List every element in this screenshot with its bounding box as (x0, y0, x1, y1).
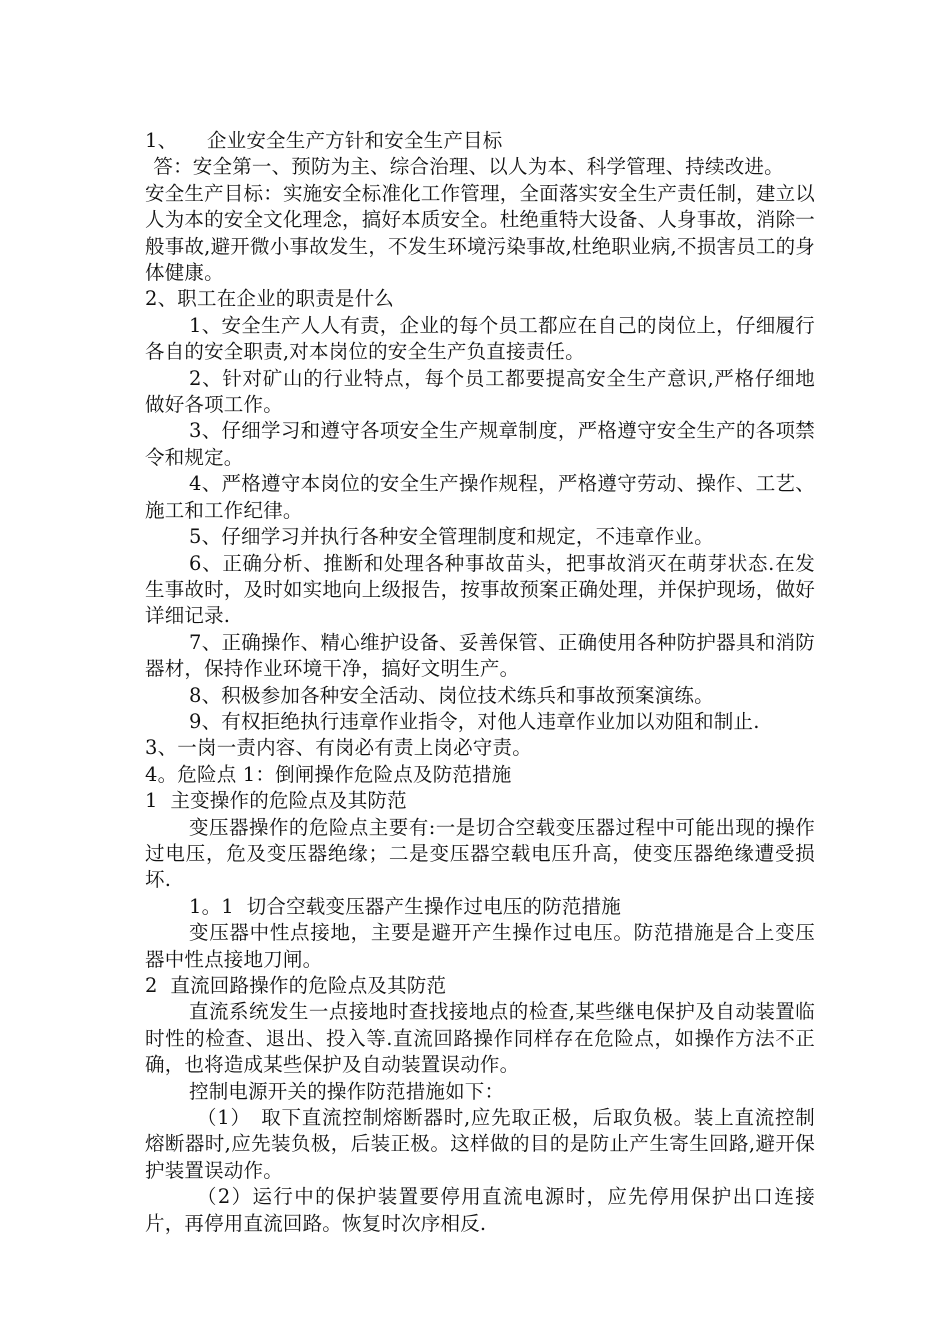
heading-responsibility: 3、一岗一责内容、有岗必有责上岗必守责。 (145, 736, 532, 760)
duty-item-2: 2、针对矿山的行业特点，每个员工都要提高安全生产意识,严格仔细地做好各项工作。 (145, 366, 815, 417)
neutral-grounding-paragraph: 变压器中性点接地，主要是避开产生操作过电压。防范措施是合上变压器中性点接地刀闸。 (145, 921, 815, 971)
dc-circuit-paragraph: 直流系统发生一点接地时查找接地点的检查,某些继电保护及自动装置临时性的检查、退出、投入等.直流回路操作同样存在危险点，如操作方法不正确，也将造成某些保护及自动装置误动作。 (145, 1000, 815, 1077)
duty-item-6: 6、正确分析、推断和处理各种事故苗头，把事故消灭在萌芽状态.在发生事故时，及时如实地向上级报告，按事故预案正确处理，并保护现场，做好详细记录. (145, 551, 815, 628)
safety-goal-paragraph: 安全生产目标：实施安全标准化工作管理，全面落实安全生产责任制，建立以人为本的安全文化理念，搞好本质安全。杜绝重特大设备、人身事故，消除一般事故,避开微小事故发生，不发生环境污染事故,杜绝职业病,不损害员工的身体健康。 (145, 181, 815, 285)
duty-item-5: 5、仔细学习并执行各种安全管理制度和规定，不违章作业。 (189, 525, 714, 549)
heading-danger-point: 4。危险点 1：倒闸操作危险点及防范措施 (145, 762, 512, 786)
duty-item-8: 8、积极参加各种安全活动、岗位技术练兵和事故预案演练。 (189, 683, 714, 707)
subheading-transformer: 1 主变操作的危险点及其防范 (145, 789, 407, 813)
control-power-step-1: （1） 取下直流控制熔断器时,应先取正极，后取负极。装上直流控制熔断器时,应先装负极，后装正极。这样做的目的是防止产生寄生回路,避开保护装置误动作。 (145, 1106, 815, 1182)
duty-item-1: 1、安全生产人人有责，企业的每个员工都应在自己的岗位上，仔细履行各自的安全职责,对本岗位的安全生产负直接责任。 (145, 313, 815, 364)
answer-policy: 答：安全第一、预防为主、综合治理、以人为本、科学管理、持续改进。 (147, 155, 784, 179)
heading-policy: 1、 企业安全生产方针和安全生产目标 (145, 129, 503, 152)
control-power-intro: 控制电源开关的操作防范措施如下： (189, 1079, 505, 1103)
duty-item-9: 9、有权拒绝执行违章作业指令，对他人违章作业加以劝阻和制止. (189, 709, 760, 733)
duty-item-7: 7、正确操作、精心维护设备、妥善保管、正确使用各种防护器具和消防器材，保持作业环境干净，搞好文明生产。 (145, 630, 815, 681)
duty-item-4: 4、严格遵守本岗位的安全生产操作规程，严格遵守劳动、操作、工艺、施工和工作纪律。 (145, 472, 815, 522)
subheading-overvoltage: 1。1 切合空载变压器产生操作过电压的防范措施 (189, 894, 622, 918)
document-body (145, 128, 815, 1237)
heading-duties: 2、职工在企业的职责是什么 (145, 287, 395, 311)
subheading-dc-circuit: 2 直流回路操作的危险点及其防范 (145, 974, 447, 997)
control-power-step-2: （2）运行中的保护装置要停用直流电源时，应先停用保护出口连接片，再停用直流回路。恢复时次序相反. (145, 1185, 815, 1235)
transformer-danger-paragraph: 变压器操作的危险点主要有:一是切合空载变压器过程中可能出现的操作过电压，危及变压器绝缘；二是变压器空载电压升高，使变压器绝缘遭受损坏. (145, 815, 815, 892)
duty-item-3: 3、仔细学习和遵守各项安全生产规章制度，严格遵守安全生产的各项禁令和规定。 (145, 419, 815, 469)
